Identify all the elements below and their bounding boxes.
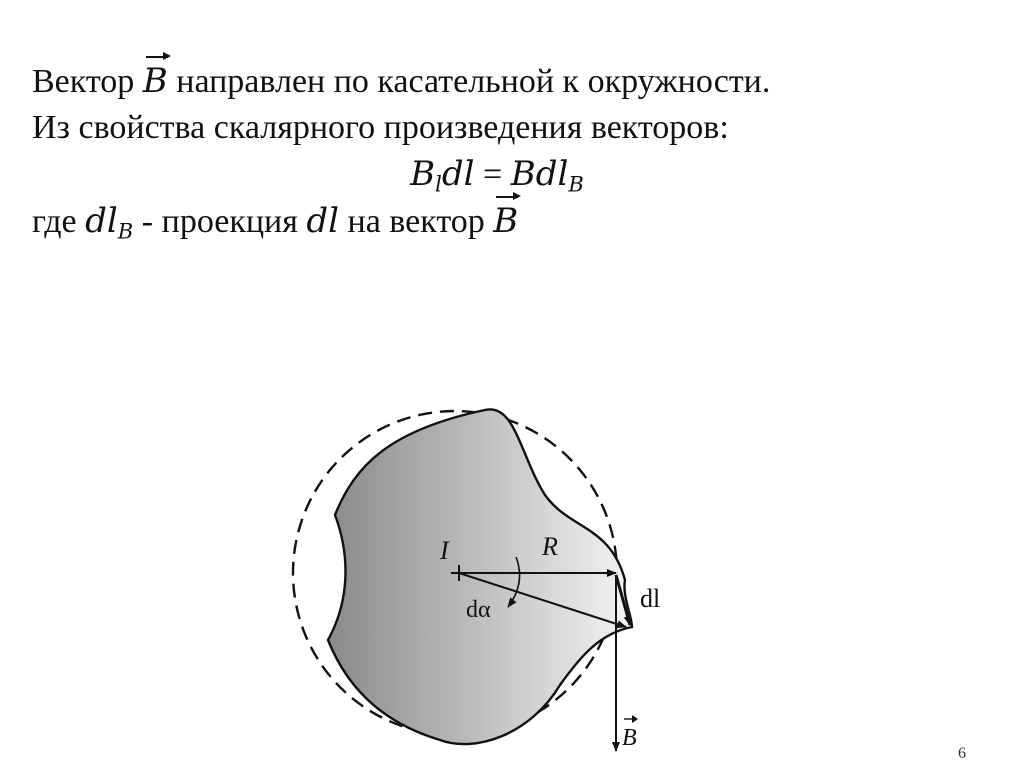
vector-b-2: B	[493, 198, 518, 244]
dl-symbol: dl	[306, 201, 340, 241]
line1-suffix: направлен по касательной к окружности.	[167, 63, 771, 100]
field-diagram	[280, 395, 680, 767]
text-line-4	[32, 198, 992, 245]
projection-text: - проекция	[133, 203, 307, 240]
vector-b: B	[143, 58, 168, 104]
text-line-1	[32, 58, 992, 105]
formula	[32, 151, 992, 198]
slide-text	[32, 58, 992, 245]
diagram-svg	[280, 395, 680, 767]
line1-prefix: Вектор	[32, 63, 143, 100]
where-word: где	[32, 203, 86, 240]
label-radius: R	[542, 532, 558, 561]
label-b: B	[622, 725, 637, 751]
text-line-2: Из свойства скалярного произведения векторов:	[32, 109, 729, 146]
formula-rhs: Bdl$_B$	[510, 154, 584, 197]
page-number: 6	[958, 745, 966, 762]
formula-equals: =	[474, 156, 511, 193]
formula-lhs: $B_ldl$	[410, 154, 475, 197]
on-vector-text: на вектор	[339, 203, 494, 240]
label-dl: dl	[640, 584, 661, 613]
label-b-group	[622, 715, 638, 751]
label-b-arrow-head	[632, 715, 638, 723]
label-current: I	[440, 536, 449, 565]
label-angle: dα	[466, 597, 491, 623]
closed-contour	[328, 409, 632, 744]
dl-b-symbol: $dl_B$	[85, 201, 134, 244]
